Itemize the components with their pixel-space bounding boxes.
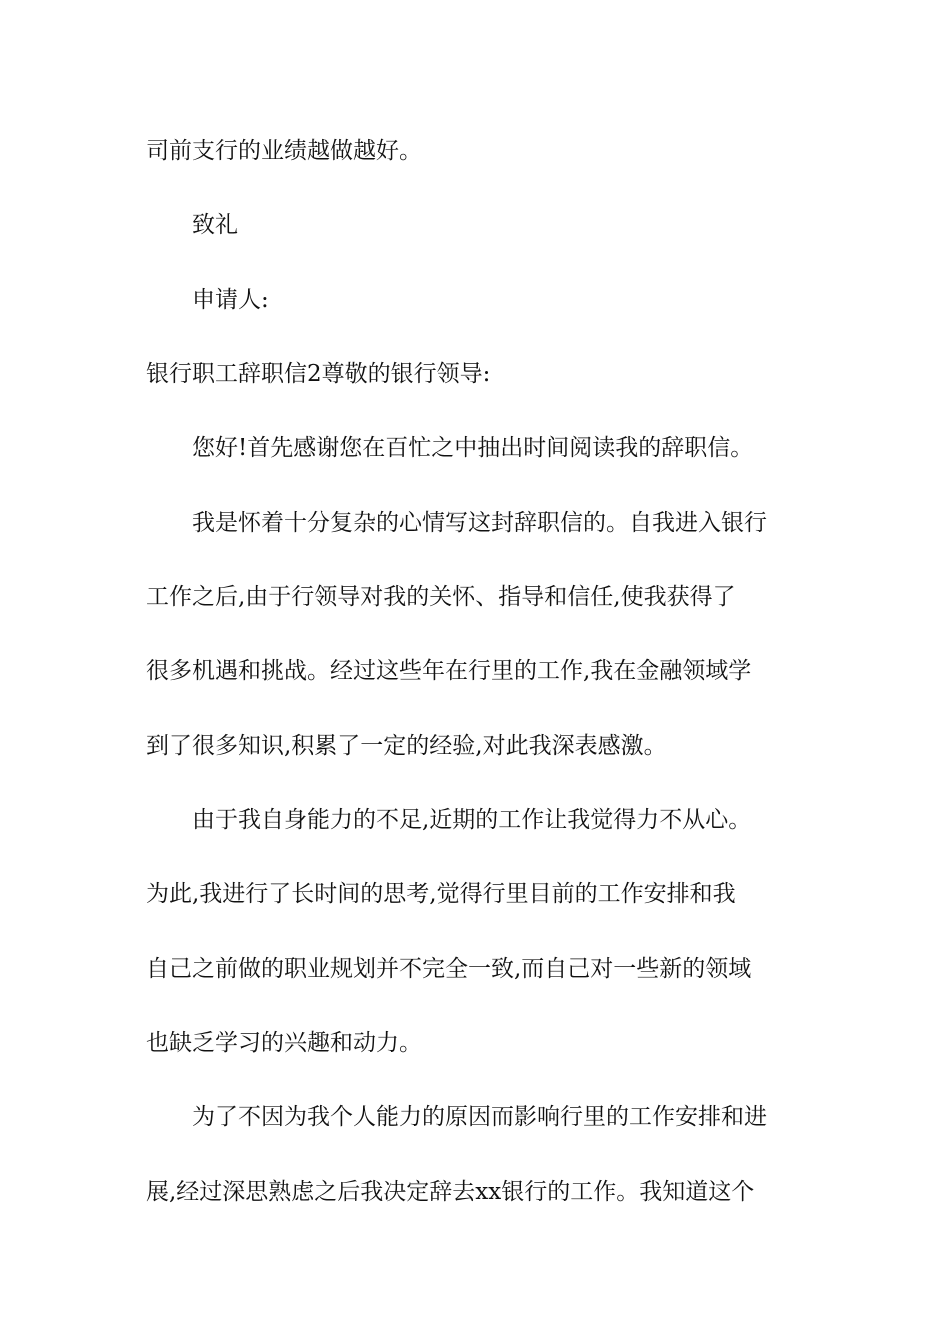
text-line: 司前支行的业绩越做越好。 [146, 138, 422, 164]
text-line: 展,经过深思熟虑之后我决定辞去xx银行的工作。我知道这个 [146, 1179, 755, 1205]
text-line: 自己之前做的职业规划并不完全一致,而自己对一些新的领域 [146, 956, 752, 982]
text-line: 很多机遇和挑战。经过这些年在行里的工作,我在金融领域学 [146, 658, 752, 684]
text-line: 我是怀着十分复杂的心情写这封辞职信的。自我进入银行 [192, 510, 767, 536]
text-line: 工作之后,由于行领导对我的关怀、指导和信任,使我获得了 [146, 584, 736, 610]
closing-salutation: 致礼 [192, 212, 238, 238]
applicant-label: 申请人: [192, 287, 269, 313]
text-line: 到了很多知识,积累了一定的经验,对此我深表感激。 [146, 733, 667, 759]
text-line: 也缺乏学习的兴趣和动力。 [146, 1030, 422, 1056]
text-line: 为了不因为我个人能力的原因而影响行里的工作安排和进 [192, 1104, 767, 1130]
letter-heading: 银行职工辞职信2尊敬的银行领导: [146, 361, 491, 387]
text-line: 由于我自身能力的不足,近期的工作让我觉得力不从心。 [192, 807, 752, 833]
text-line: 为此,我进行了长时间的思考,觉得行里目前的工作安排和我 [146, 881, 736, 907]
text-line: 您好!首先感谢您在百忙之中抽出时间阅读我的辞职信。 [192, 435, 754, 461]
